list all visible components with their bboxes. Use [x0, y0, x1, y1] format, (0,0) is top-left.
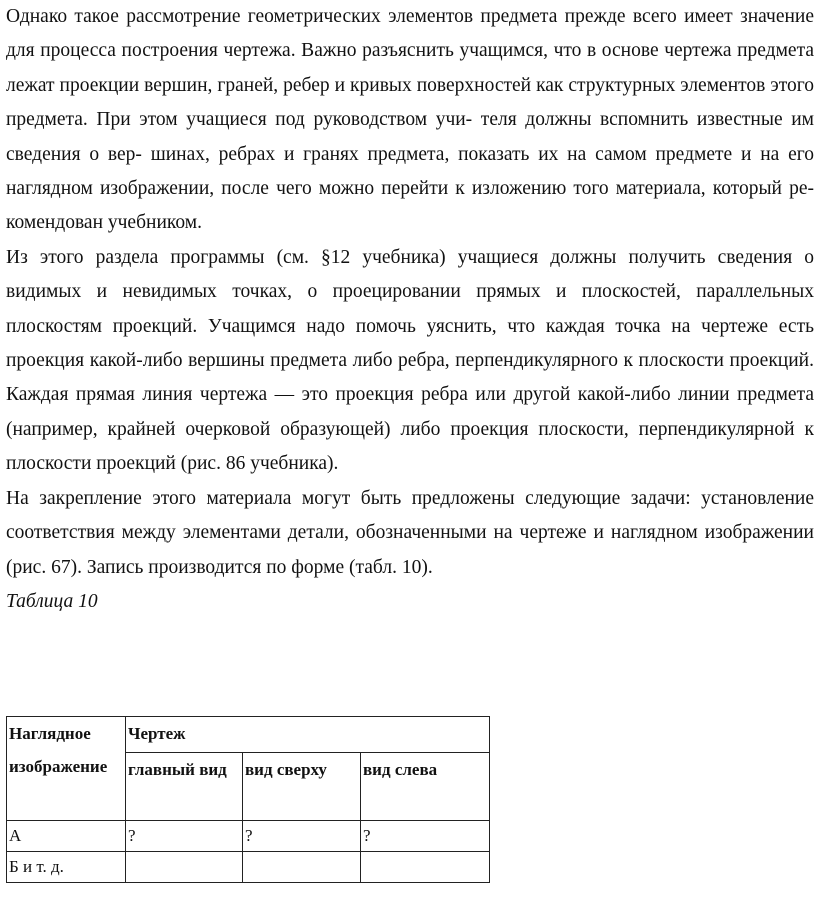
table-row	[7, 821, 490, 852]
paragraph-3: На закрепление этого материала могут быть предложены следующие задачи: установление соответствия между элементами детали, обозначенными на чертеже и наглядном изображении (рис. 67). Запись производится по форме (табл. 10).	[6, 487, 814, 578]
header-drawing: Чертеж	[126, 717, 490, 753]
table-10	[6, 716, 490, 883]
table-cell: А	[7, 821, 126, 852]
table-cell: Б и т. д.	[7, 852, 126, 883]
table-row	[7, 852, 490, 883]
table-cell: ?	[243, 821, 361, 852]
paragraph-2: Из этого раздела программы (см. §12 учебника) учащиеся должны получить сведения о видимых и невидимых точках, о проецировании прямых и плоскостей, параллельных плоскостям проекций. Учащимся надо помочь уяснить, что каждая точка на чертеже есть проекция какой-либо вершины предмета либо ребра, перпендикулярного к плоскости проекций. Каждая прямая линия чертежа — это проекция ребра или другой какой-либо линии предмета (например, крайней очерковой образующей) либо проекция плоскости, перпендикулярной к плоскости проекций (рис. 86 учебника).	[6, 246, 814, 475]
header-top-view: вид сверху	[243, 753, 361, 821]
table-cell	[243, 852, 361, 883]
table-cell: ?	[126, 821, 243, 852]
header-front-view: главный вид	[126, 753, 243, 821]
table-caption: Таблица 10	[6, 590, 98, 612]
document-page	[6, 0, 814, 876]
table-cell: ?	[361, 821, 490, 852]
table-header-row	[7, 717, 490, 753]
table-cell	[361, 852, 490, 883]
header-visual-image: Наглядное изображение	[7, 717, 126, 821]
table-cell	[126, 852, 243, 883]
header-left-view: вид слева	[361, 753, 490, 821]
paragraph-1: Однако такое рассмотрение геометрических элементов предмета прежде всего имеет значение для процесса построения чертежа. Важно разъяснить учащимся, что в основе чертежа предмета лежат проекции вершин, граней, ребер и кривых поверхностей как структурных элементов этого предмета. При этом учащиеся под руководством учи- теля должны вспомнить известные им сведения о вер- шинах, ребрах и гранях предмета, показать их на самом предмете и на его наглядном изображении, после чего можно перейти к изложению того материала, который ре- комендован учебником.	[6, 6, 814, 234]
